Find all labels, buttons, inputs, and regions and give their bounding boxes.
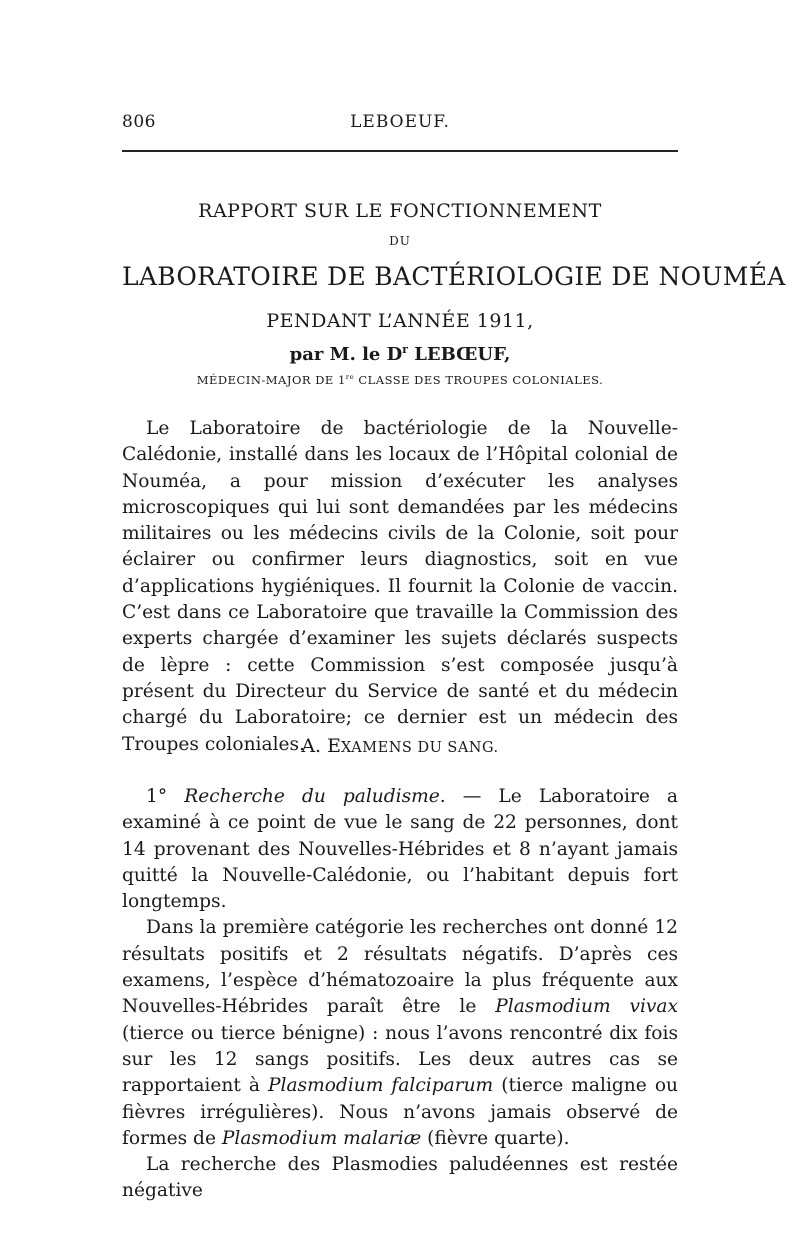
item-number: 1° (146, 786, 168, 807)
results-part-1: Dans la première catégorie les recherches ont donné 12 résultats positifs et 2 résultats négatifs. D’après ces examens, l’espèce d’hématozoaire la plus fréquente aux Nouvelles-Hébrides paraît être le (122, 917, 678, 1018)
page-number: 806 (122, 112, 156, 132)
author-line (122, 344, 678, 365)
section-heading (122, 735, 678, 757)
author-affiliation (122, 373, 678, 387)
paludisme-paragraph (122, 784, 678, 915)
article-title-line-2: DU (389, 234, 411, 248)
header-rule (122, 150, 678, 152)
blood-exams-section (122, 784, 678, 1205)
species-malariae: Plasmodium malariæ (221, 1127, 422, 1149)
running-header (122, 112, 678, 136)
running-title: LEBOEUF. (350, 112, 450, 132)
paludisme-heading: Recherche du paludisme. (184, 786, 446, 807)
results-part-3: (tierce maligne ou fièvres irrégulières). Nous n’avons jamais observé de formes de (122, 1075, 678, 1149)
last-paragraph: La recherche des Plasmodies paludéennes est restée négative (122, 1154, 678, 1202)
author-sup: r (402, 343, 408, 356)
intro-paragraph: Le Laboratoire de bactériologie de la Nouvelle-Calédonie, installé dans les locaux de l’Hôpital colonial de Nouméa, a pour mission d’exécuter les analyses microscopiques qui lui sont demandées par les médecins militaires ou les médecins civils de la Colonie, soit pour éclairer ou confirmer leurs diagnostics, soit en vue d’applications hygiéniques. Il fournit la Colonie de vaccin. C’est dans ce Laboratoire que travaille la Commission des experts chargée d’examiner les sujets déclarés suspects de lèpre : cette Commission s’est composée jusqu’à présent du Directeur du Service de santé et du médecin chargé du Laboratoire; ce dernier est un médecin des Troupes coloniales. (122, 418, 678, 755)
author-prefix: par M. le D (289, 344, 403, 365)
heading-dash: — (445, 786, 499, 807)
results-part-2: (tierce ou tierce bénigne) : nous l’avons rencontré dix fois sur les 12 sangs positifs. Les deux autres cas se rapportaient à (122, 1022, 678, 1097)
affiliation-sup: re (345, 373, 355, 382)
affiliation-suffix: CLASSE DES TROUPES COLONIALES. (354, 373, 604, 387)
species-vivax: Plasmodium vivax (495, 996, 678, 1018)
article-title-line-4: PENDANT L’ANNÉE 1911, (266, 310, 534, 332)
article-title-line-1: RAPPORT SUR LE FONCTIONNEMENT (198, 200, 602, 222)
results-part-4: (fièvre quarte). (421, 1127, 570, 1149)
intro-section (122, 416, 678, 758)
affiliation-prefix: MÉDECIN-MAJOR DE 1 (196, 373, 346, 387)
paludisme-text: Le Laboratoire a examiné à ce point de vue le sang de 22 personnes, dont 14 provenant des Nouvelles-Hébrides et 8 n’ayant jamais quitté la Nouvelle-Calédonie, ou l’habitant depuis fort longtemps. (122, 786, 678, 913)
section-letter: A. (301, 735, 322, 757)
article-title-line-3: LABORATOIRE DE BACTÉRIOLOGIE DE NOUMÉA (122, 262, 786, 291)
author-name: LEBŒUF, (407, 344, 511, 365)
species-falciparum: Plasmodium falciparum (268, 1075, 494, 1097)
section-title-initial: E (327, 735, 341, 757)
section-title-rest: XAMENS DU SANG. (341, 740, 499, 756)
results-paragraph (122, 915, 678, 1152)
